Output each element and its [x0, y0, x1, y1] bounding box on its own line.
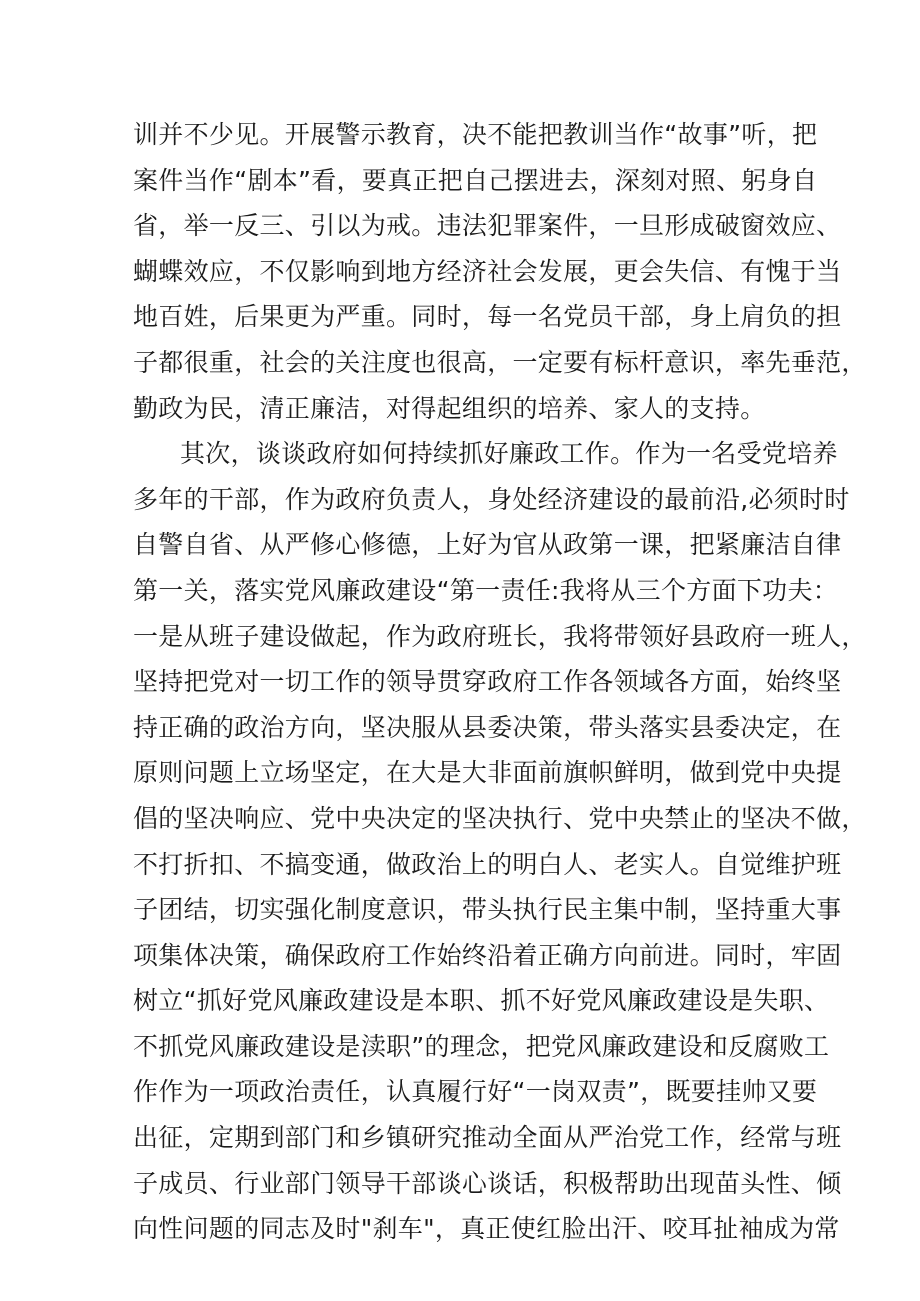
text-line: 倡的坚决响应、党中央决定的坚决执行、党中央禁止的坚决不做， [133, 803, 867, 833]
text-line: 不抓党风廉政建设是渎职”的理念，把党风廉政建设和反腐败工 [133, 1031, 830, 1061]
text-line: 蝴蝶效应，不仅影响到地方经济社会发展，更会失信、有愧于当 [133, 256, 842, 286]
text-line: 不打折扣、不搞变通，做政治上的明白人、老实人。自觉维护班 [133, 849, 842, 879]
text-line: 坚持把党对一切工作的领导贯穿政府工作各领域各方面，始终坚 [133, 667, 842, 697]
text-line: 作作为一项政治责任，认真履行好“一岗双责”，既要挂帅又要 [133, 1077, 818, 1107]
text-line: 子都很重，社会的关注度也很高，一定要有标杆意识，率先垂范， [133, 347, 867, 377]
body-text [133, 112, 867, 1252]
text-line: 向性问题的同志及时"刹车"，真正使红脸出汗、咬耳扯袖成为常 [133, 1214, 840, 1244]
text-line: 树立“抓好党风廉政建设是本职、抓不好党风廉政建设是失职、 [133, 986, 830, 1016]
text-line: 项集体决策，确保政府工作始终沿着正确方向前进。同时，牢固 [133, 940, 842, 970]
text-line: 案件当作“剧本”看，要真正把自己摆进去，深刻对照、躬身自 [133, 165, 818, 195]
text-line: 自警自省、从严修心修德，上好为官从政第一课，把紧廉洁自律 [133, 530, 842, 560]
text-line: 持正确的政治方向，坚决服从县委决策，带头落实县委决定，在 [133, 712, 842, 742]
text-line: 子成员、行业部门领导干部谈心谈话，积极帮助出现苗头性、倾 [133, 1168, 842, 1198]
text-line: 第一关，落实党风廉政建设“第一责任:我将从三个方面下功夫： [133, 575, 839, 605]
text-line: 多年的干部，作为政府负责人，身处经济建设的最前沿,必须时时 [133, 484, 850, 514]
text-line: 训并不少见。开展警示教育，决不能把教训当作“故事”听，把 [133, 120, 818, 149]
text-line: 原则问题上立场坚定，在大是大非面前旗帜鲜明，做到党中央提 [133, 758, 842, 788]
text-line: 勤政为民，清正廉洁，对得起组织的培养、家人的支持。 [133, 393, 766, 423]
text-line: 省，举一反三、引以为戒。违法犯罪案件，一旦形成破窗效应、 [133, 211, 842, 241]
paragraph-first-line: 其次，谈谈政府如何持续抓好廉政工作。作为一名受党培养 [180, 439, 838, 469]
text-line: 出征，定期到部门和乡镇研究推动全面从严治党工作，经常与班 [133, 1123, 842, 1153]
text-line: 子团结，切实强化制度意识，带头执行民主集中制，坚持重大事 [133, 895, 842, 925]
text-line: 一是从班子建设做起，作为政府班长，我将带领好县政府一班人， [133, 621, 867, 651]
text-line: 地百姓，后果更为严重。同时，每一名党员干部，身上肩负的担 [133, 302, 842, 332]
